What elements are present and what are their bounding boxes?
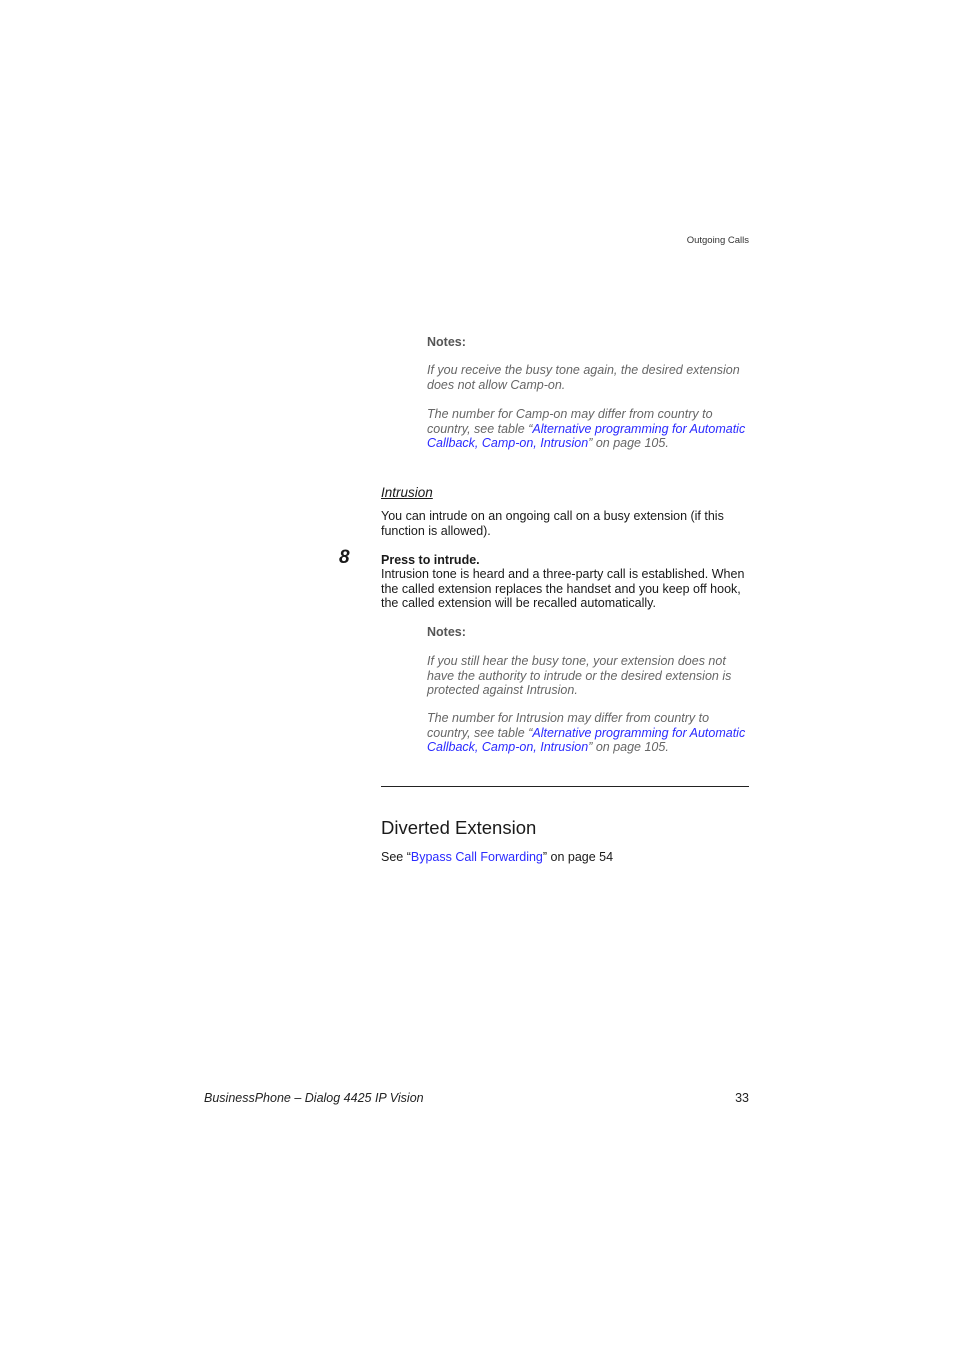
intrusion-intro: You can intrude on an ongoing call on a busy extension (if this function is allowed). — [381, 509, 724, 538]
alternative-programming-link-2[interactable]: Alternative programming for Automatic Callback, Camp-on, Intrusion — [427, 725, 746, 755]
camp-on-note-2-suffix: ” on page 105. — [588, 436, 669, 451]
camp-on-note-2 — [427, 407, 749, 451]
intrusion-notes-heading: Notes: — [427, 625, 466, 639]
diverted-text-suffix: ” on page 54 — [542, 850, 614, 864]
intrusion-heading: Intrusion — [381, 485, 433, 500]
step-description: Intrusion tone is heard and a three-party call is established. When the called extension replaces the handset and you keep off hook, the called extension will be recalled automatically. — [381, 567, 745, 611]
intrusion-note-2-suffix: ” on page 105. — [588, 740, 669, 755]
camp-on-note-1: If you receive the busy tone again, the desired extension does not allow Camp-on. — [427, 363, 740, 392]
alternative-programming-link[interactable]: Alternative programming for Automatic Callback, Camp-on, Intrusion — [427, 421, 746, 451]
diverted-extension-heading: Diverted Extension — [381, 817, 537, 838]
step-number: 8 — [339, 547, 350, 568]
step-title: Press to intrude. — [381, 553, 480, 567]
diverted-extension-text — [381, 850, 613, 865]
running-header: Outgoing Calls — [686, 235, 749, 246]
intrusion-note-2 — [427, 711, 751, 755]
intrusion-note-1: If you still hear the busy tone, your extension does not have the authority to intrude or the desired extension is protected against Intrusion. — [427, 654, 732, 698]
footer-product-name: BusinessPhone – Dialog 4425 IP Vision — [204, 1091, 424, 1105]
page-number: 33 — [735, 1091, 749, 1105]
intrusion-note-2-prefix: The number for Intrusion may differ from country to country, see table “ — [427, 711, 710, 740]
camp-on-notes-heading: Notes: — [427, 335, 466, 349]
camp-on-note-2-prefix: The number for Camp-on may differ from country to country, see table “ — [427, 407, 713, 436]
section-divider — [381, 786, 749, 787]
diverted-text-prefix: See “ — [381, 850, 411, 864]
bypass-call-forwarding-link[interactable]: Bypass Call Forwarding — [410, 850, 543, 864]
